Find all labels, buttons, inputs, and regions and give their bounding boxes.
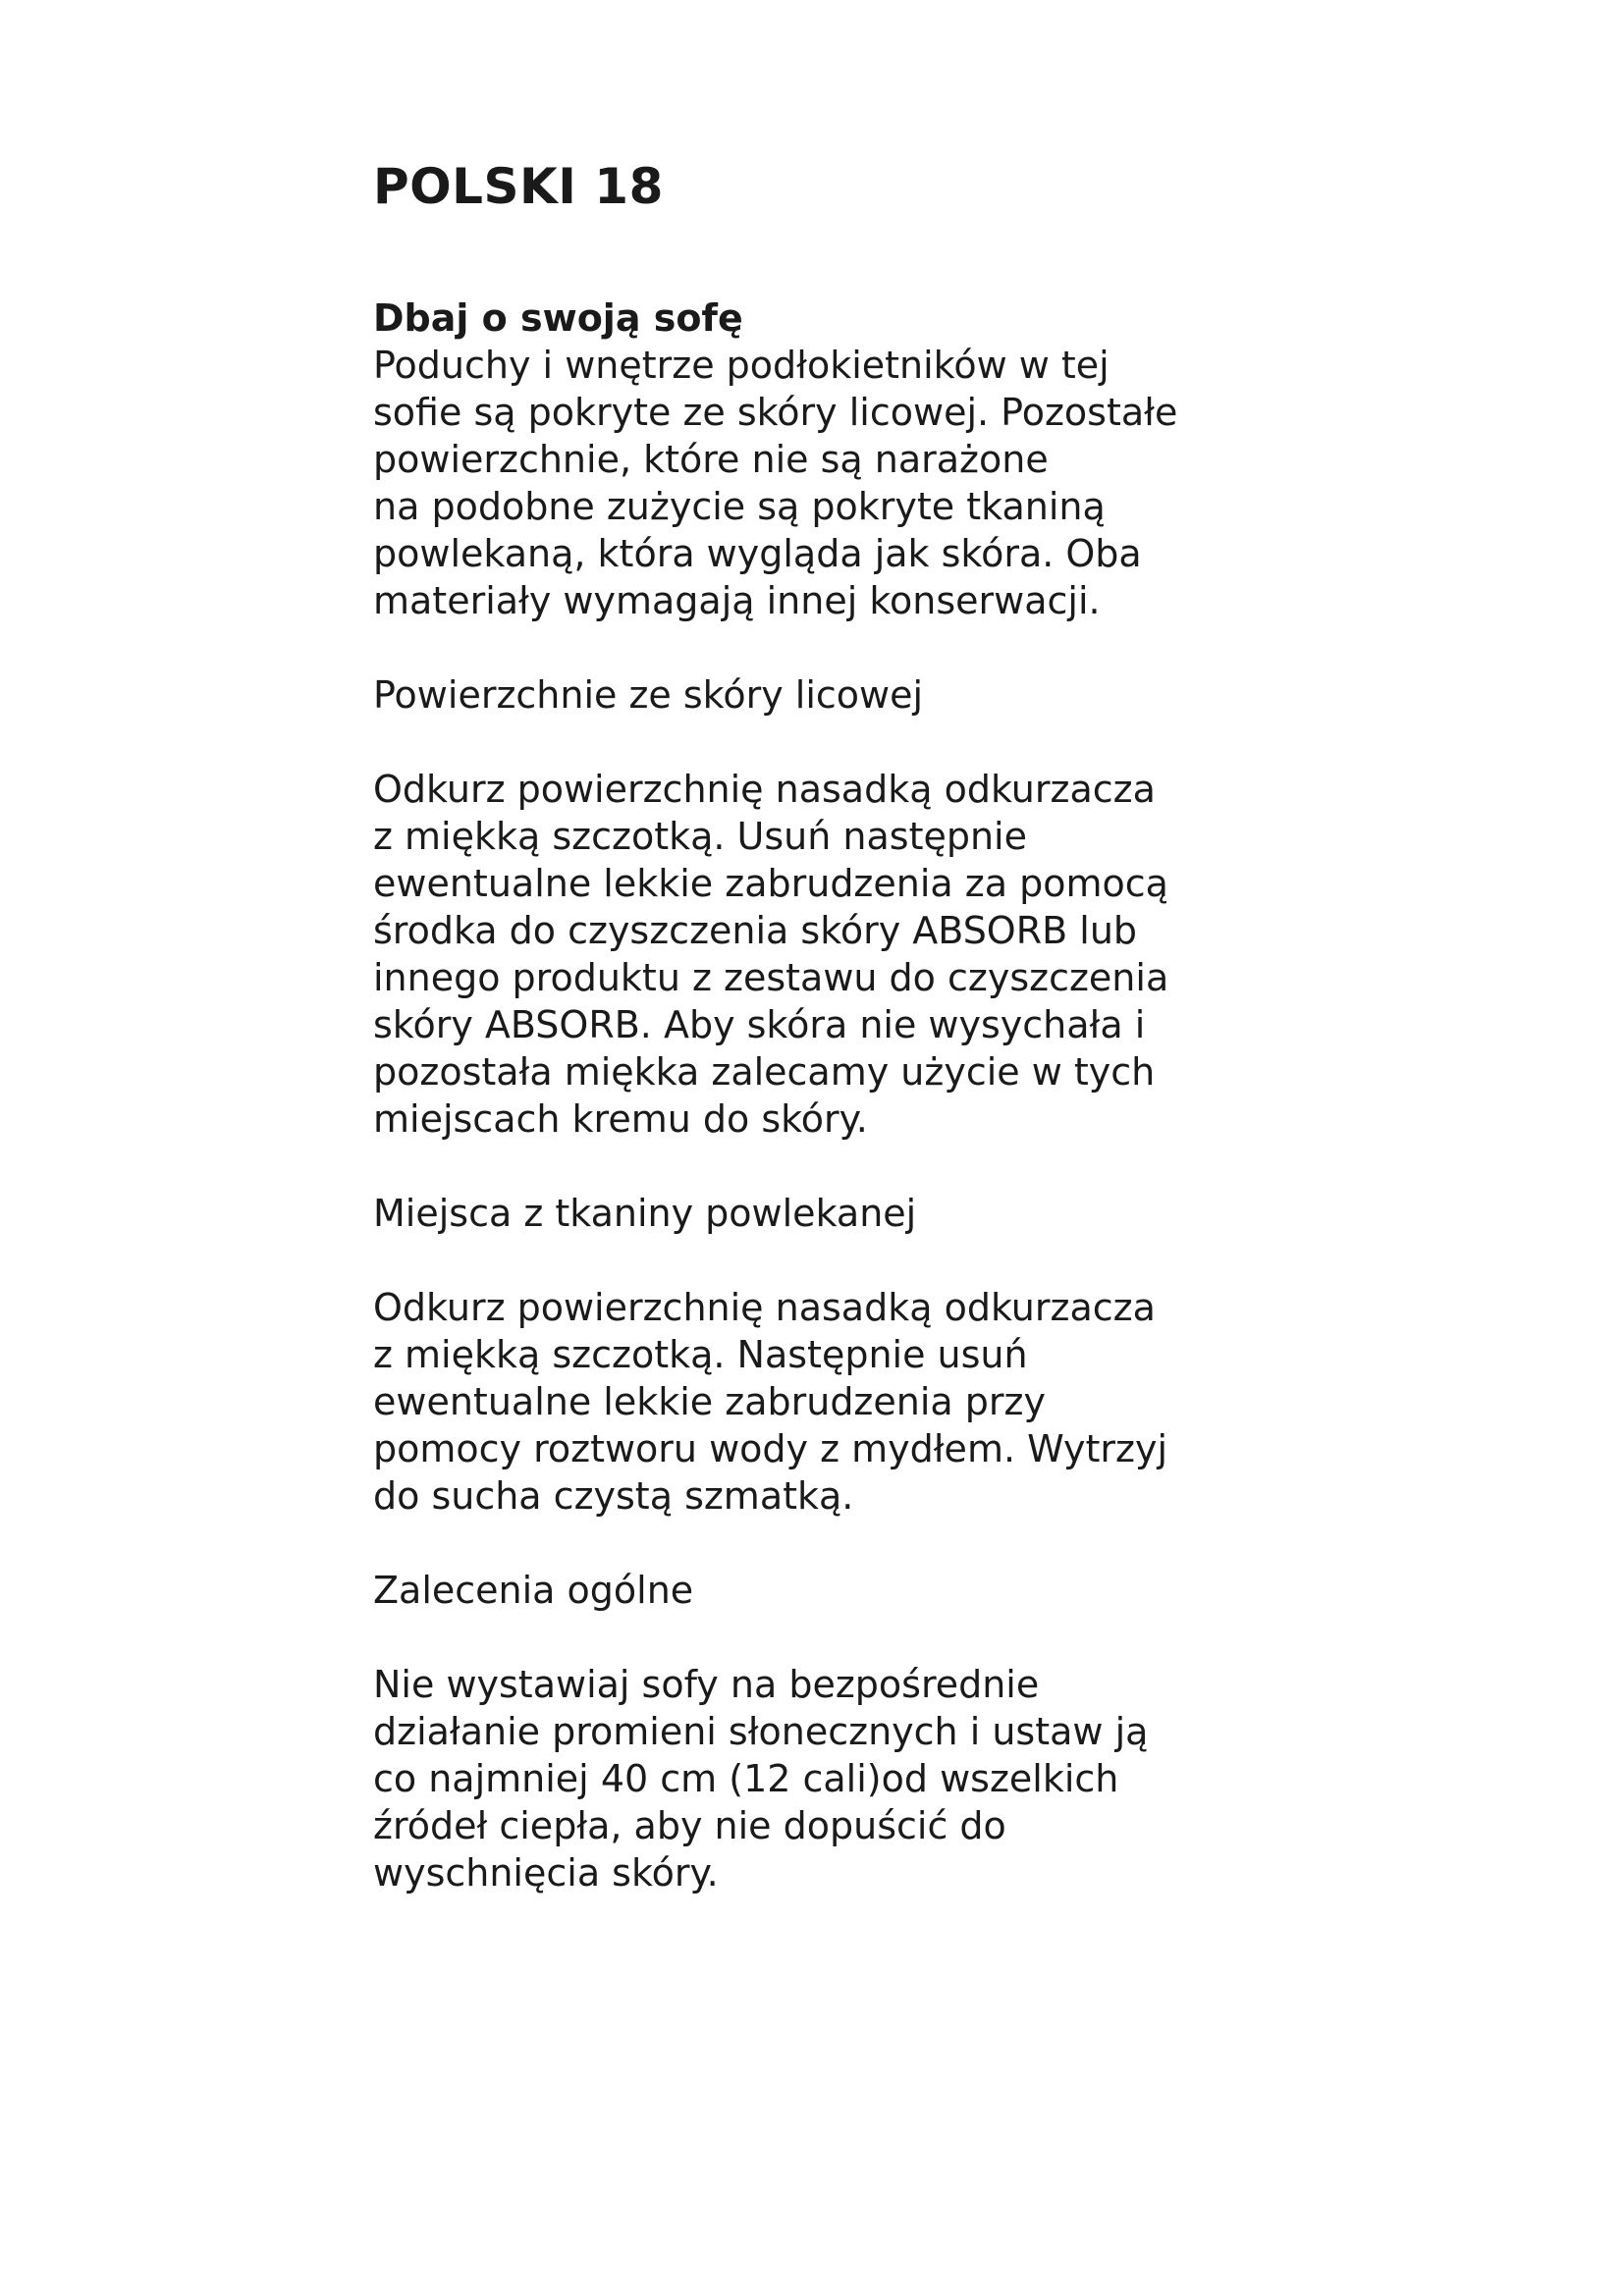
general-line: co najmniej 40 cm (12 cali)od wszelkich [373, 1757, 1119, 1800]
document-content [373, 157, 1335, 1895]
general-line: źródeł ciepła, aby nie dopuścić do [373, 1804, 1006, 1847]
intro-line: powierzchnie, które nie są narażone [373, 438, 1049, 481]
leather-line: skóry ABSORB. Aby skóra nie wysychała i [373, 1003, 1146, 1046]
leather-line: z miękką szczotką. Usuń następnie [373, 815, 1027, 858]
coated-line: pomocy roztworu wody z mydłem. Wytrzyj [373, 1427, 1168, 1470]
coated-line: Odkurz powierzchnię nasadką odkurzacza [373, 1286, 1156, 1329]
general-subheading: Zalecenia ogólne [373, 1569, 694, 1612]
leather-line: środka do czyszczenia skóry ABSORB lub [373, 909, 1138, 952]
intro-line: sofie są pokryte ze skóry licowej. Pozostałe [373, 391, 1178, 434]
general-line: wyschnięcia skóry. [373, 1851, 719, 1895]
coated-line: do sucha czystą szmatką. [373, 1474, 854, 1518]
general-line: Nie wystawiaj sofy na bezpośrednie [373, 1663, 1040, 1706]
intro-line: materiały wymagają innej konserwacji. [373, 579, 1101, 622]
leather-line: Odkurz powierzchnię nasadką odkurzacza [373, 768, 1156, 811]
leather-line: pozostała miękka zalecamy użycie w tych [373, 1050, 1156, 1094]
leather-line: miejscach kremu do skóry. [373, 1097, 868, 1141]
coated-line: z miękką szczotką. Następnie usuń [373, 1333, 1028, 1376]
leather-subheading: Powierzchnie ze skóry licowej [373, 673, 924, 717]
leather-line: innego produktu z zestawu do czyszczenia [373, 956, 1169, 999]
intro-line: na podobne zużycie są pokryte tkaniną [373, 485, 1106, 528]
page-title: POLSKI 18 [373, 158, 664, 215]
coated-line: ewentualne lekkie zabrudzenia przy [373, 1380, 1046, 1423]
coated-subheading: Miejsca z tkaniny powlekanej [373, 1192, 917, 1235]
care-heading: Dbaj o swoją sofę [373, 296, 743, 340]
intro-line: powlekaną, która wygląda jak skóra. Oba [373, 532, 1142, 575]
leather-line: ewentualne lekkie zabrudzenia za pomocą [373, 862, 1168, 905]
general-line: działanie promieni słonecznych i ustaw ją [373, 1710, 1149, 1753]
intro-line: Poduchy i wnętrze podłokietników w tej [373, 344, 1110, 387]
